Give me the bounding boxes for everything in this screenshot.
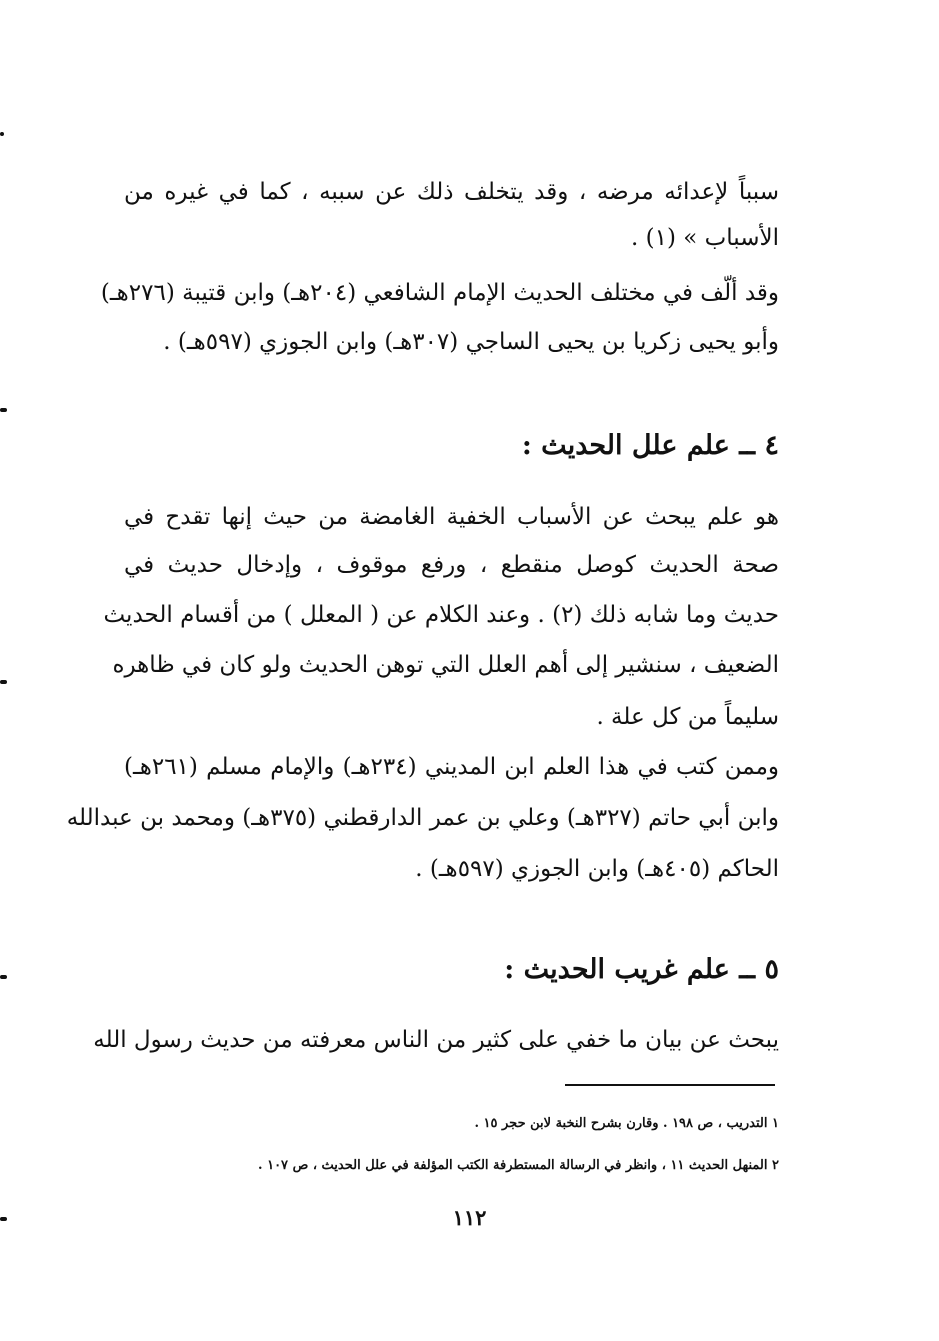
margin-mark — [0, 680, 7, 684]
paragraph-1-line-1: سبباً لإعدائه مرضه ، وقد يتخلف ذلك عن سببه ، كما في غيره من — [124, 179, 779, 205]
paragraph-4-line-2: وابن أبي حاتم (٣٢٧هـ) وعلي بن عمر الدارقطني (٣٧٥هـ) ومحمد بن عبدالله — [66, 805, 779, 831]
page-number: ١١٢ — [452, 1205, 487, 1230]
paragraph-3-line-5: سليماً من كل علة . — [596, 704, 779, 730]
paragraph-3-line-4: الضعيف ، سنشير إلى أهم العلل التي توهن الحديث ولو كان في ظاهره — [112, 652, 779, 678]
footnote-separator — [565, 1084, 775, 1086]
footnote-2: ٢ المنهل الحديث ١١ ، وانظر في الرسالة المستطرفة الكتب المؤلفة في علل الحديث ، ص ١٠٧ . — [258, 1158, 779, 1173]
margin-mark — [0, 975, 7, 979]
paragraph-2-line-2: وأبو يحيى زكريا بن يحيى الساجي (٣٠٧هـ) وابن الجوزي (٥٩٧هـ) . — [163, 329, 779, 355]
paragraph-3-line-2: صحة الحديث كوصل منقطع ، ورفع موقوف ، وإدخال حديث في — [124, 552, 779, 578]
section-heading-5: ٥ ــ علم غريب الحديث : — [504, 954, 779, 985]
paragraph-3-line-1: هو علم يبحث عن الأسباب الخفية الغامضة من حيث إنها تقدح في — [124, 504, 779, 530]
paragraph-4-line-3: الحاكم (٤٠٥هـ) وابن الجوزي (٥٩٧هـ) . — [415, 856, 779, 882]
paragraph-1-line-2: الأسباب » (١) . — [630, 225, 779, 251]
paragraph-2-line-1: وقد ألّف في مختلف الحديث الإمام الشافعي (٢٠٤هـ) وابن قتيبة (٢٧٦هـ) — [100, 280, 779, 306]
section-heading-4: ٤ ــ علم علل الحديث : — [521, 430, 779, 461]
margin-mark — [0, 132, 4, 136]
paragraph-3-line-3: حديث وما شابه ذلك (٢) . وعند الكلام عن ( المعلل ) من أقسام الحديث — [103, 602, 779, 628]
margin-mark — [0, 1217, 7, 1221]
paragraph-5-line-1: يبحث عن بيان ما خفي على كثير من الناس معرفته من حديث رسول الله — [93, 1027, 779, 1053]
footnote-1: ١ التدريب ، ص ١٩٨ . وقارن بشرح النخبة لابن حجر ١٥ . — [474, 1116, 779, 1131]
margin-mark — [0, 408, 7, 412]
paragraph-4-line-1: وممن كتب في هذا العلم ابن المديني (٢٣٤هـ) والإمام مسلم (٢٦١هـ) — [124, 754, 779, 780]
